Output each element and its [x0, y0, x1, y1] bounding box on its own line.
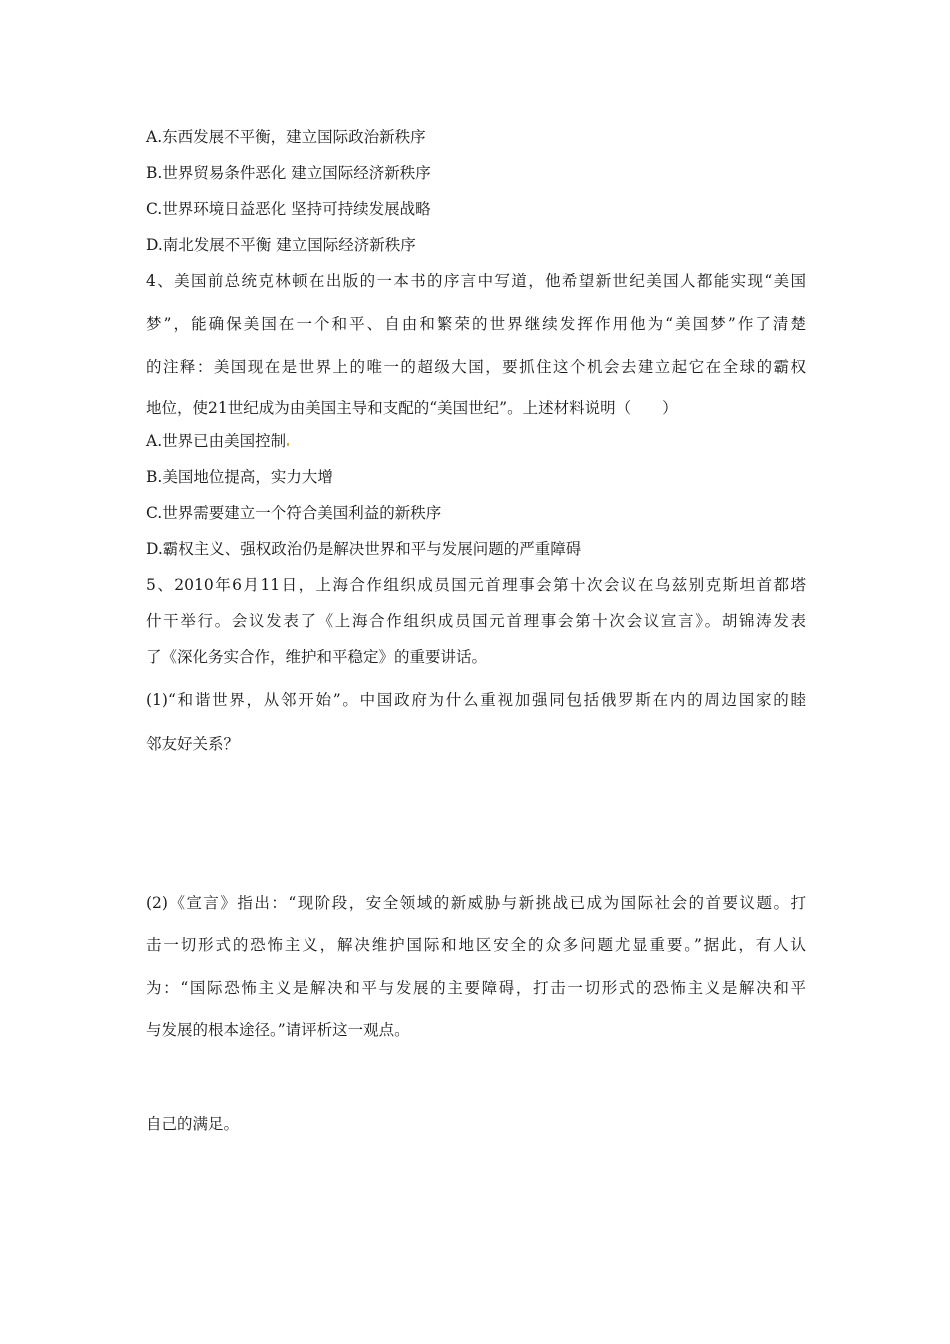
q4-option-c: C.世界需要建立一个符合美国利益的新秩序: [146, 504, 442, 522]
q4-stem-line: 4、美国前总统克林顿在出版的一本书的序言中写道，他希望新世纪美国人都能实现“美国: [146, 272, 806, 290]
q4-stem-line: 地位，使21世纪成为由美国主导和支配的“美国世纪”。上述材料说明（ ）: [146, 399, 678, 417]
q4-option-a-row: [146, 431, 289, 451]
q4-stem-line: 梦”，能确保美国在一个和平、自由和繁荣的世界继续发挥作用他为“美国梦”作了清楚: [146, 315, 806, 333]
q5-stem-line: 什干举行。会议发表了《上海合作组织成员国元首理事会第十次会议宣言》。胡锦涛发表: [146, 612, 806, 630]
q4-stem-line: 的注释：美国现在是世界上的唯一的超级大国，要抓住这个机会去建立起它在全球的霸权: [146, 358, 806, 376]
q3-option-d: D.南北发展不平衡 建立国际经济新秩序: [146, 236, 416, 254]
q4-option-b: B.美国地位提高，实力大增: [146, 468, 333, 486]
q5-sub1-line: 邻友好关系？: [146, 735, 240, 753]
q5-sub2-line: 为：“国际恐怖主义是解决和平与发展的主要障碍，打击一切形式的恐怖主义是解决和平: [146, 979, 806, 997]
ink-dot-mark: [287, 443, 289, 446]
q3-option-c: C.世界环境日益恶化 坚持可持续发展战略: [146, 200, 431, 218]
q5-stem-line: 5、2010年6月11日，上海合作组织成员国元首理事会第十次会议在乌兹别克斯坦首都塔: [146, 576, 806, 594]
q5-sub1-line: (1)“和谐世界，从邻开始”。中国政府为什么重视加强同包括俄罗斯在内的周边国家的睦: [146, 691, 806, 709]
q5-stem-line: 了《深化务实合作，维护和平稳定》的重要讲话。: [146, 648, 488, 666]
q4-option-d: D.霸权主义、强权政治仍是解决世界和平与发展问题的严重障碍: [146, 540, 582, 558]
q5-sub2-line: 与发展的根本途径。”请评析这一观点。: [146, 1021, 410, 1039]
q4-option-a: A.世界已由美国控制: [146, 432, 287, 450]
q3-option-b: B.世界贸易条件恶化 建立国际经济新秩序: [146, 164, 431, 182]
q3-option-a: A.东西发展不平衡，建立国际政治新秩序: [146, 128, 426, 146]
q5-sub2-line: (2)《宣言》指出：“现阶段，安全领域的新威胁与新挑战已成为国际社会的首要议题。打: [146, 894, 806, 912]
q5-sub2-line: 击一切形式的恐怖主义，解决维护国际和地区安全的众多问题尤显重要。”据此，有人认: [146, 936, 806, 954]
trailing-text: 自己的满足。: [146, 1115, 240, 1133]
